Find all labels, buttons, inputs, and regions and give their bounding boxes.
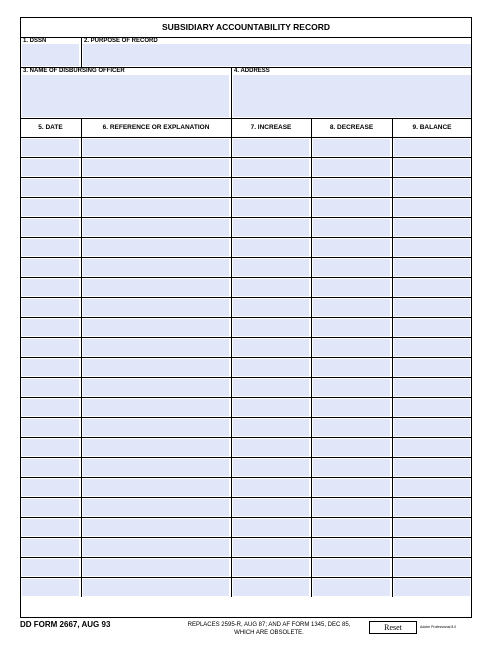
row-rule <box>20 377 472 378</box>
balance-cell[interactable] <box>394 319 470 336</box>
reference-cell[interactable] <box>83 159 229 176</box>
balance-cell[interactable] <box>394 219 470 236</box>
date-cell[interactable] <box>22 179 79 196</box>
balance-cell[interactable] <box>394 379 470 396</box>
rule-dssn-divider <box>81 37 82 67</box>
increase-cell[interactable] <box>233 319 309 336</box>
form-title: SUBSIDIARY ACCOUNTABILITY RECORD <box>162 22 330 32</box>
row-rule <box>20 137 472 138</box>
increase-cell[interactable] <box>233 259 309 276</box>
row-rule <box>20 557 472 558</box>
decrease-cell[interactable] <box>313 439 390 456</box>
increase-cell[interactable] <box>233 479 309 496</box>
decrease-cell[interactable] <box>313 499 390 516</box>
reset-button[interactable]: Reset <box>369 621 417 634</box>
decrease-cell[interactable] <box>313 239 390 256</box>
reference-cell[interactable] <box>83 239 229 256</box>
purpose-field[interactable] <box>83 44 471 66</box>
row-rule <box>20 237 472 238</box>
reference-cell[interactable] <box>83 519 229 536</box>
purpose-label: 2. PURPOSE OF RECORD <box>84 38 158 44</box>
decrease-cell[interactable] <box>313 539 390 556</box>
balance-cell[interactable] <box>394 199 470 216</box>
reference-cell[interactable] <box>83 539 229 556</box>
row-rule <box>20 477 472 478</box>
reference-cell[interactable] <box>83 199 229 216</box>
replaces-line-2: WHICH ARE OBSOLETE. <box>234 630 304 636</box>
date-cell[interactable] <box>22 459 79 476</box>
row-rule <box>20 217 472 218</box>
balance-cell[interactable] <box>394 179 470 196</box>
officer-name-field[interactable] <box>22 75 229 117</box>
date-cell[interactable] <box>22 299 79 316</box>
row-rule <box>20 177 472 178</box>
dssn-field[interactable] <box>22 44 79 66</box>
increase-cell[interactable] <box>233 379 309 396</box>
balance-cell[interactable] <box>394 259 470 276</box>
increase-cell[interactable] <box>233 559 309 576</box>
balance-cell[interactable] <box>394 559 470 576</box>
decrease-cell[interactable] <box>313 399 390 416</box>
column-rule <box>81 118 82 597</box>
column-rule <box>311 118 312 597</box>
increase-cell[interactable] <box>233 459 309 476</box>
reference-cell[interactable] <box>83 219 229 236</box>
decrease-cell[interactable] <box>313 459 390 476</box>
increase-cell[interactable] <box>233 499 309 516</box>
increase-cell[interactable] <box>233 439 309 456</box>
balance-cell[interactable] <box>394 339 470 356</box>
reference-cell[interactable] <box>83 379 229 396</box>
balance-cell[interactable] <box>394 239 470 256</box>
row-rule <box>20 577 472 578</box>
adobe-version-note: Adobe Professional 8.0 <box>420 625 457 629</box>
balance-cell[interactable] <box>394 419 470 436</box>
increase-cell[interactable] <box>233 199 309 216</box>
column-header-balance: 9. BALANCE <box>412 124 452 131</box>
date-cell[interactable] <box>22 499 79 516</box>
decrease-cell[interactable] <box>313 179 390 196</box>
row-rule <box>20 197 472 198</box>
reference-cell[interactable] <box>83 359 229 376</box>
row-rule <box>20 297 472 298</box>
decrease-cell[interactable] <box>313 259 390 276</box>
date-cell[interactable] <box>22 479 79 496</box>
date-cell[interactable] <box>22 319 79 336</box>
balance-cell[interactable] <box>394 499 470 516</box>
reference-cell[interactable] <box>83 559 229 576</box>
date-cell[interactable] <box>22 279 79 296</box>
increase-cell[interactable] <box>233 159 309 176</box>
balance-cell[interactable] <box>394 519 470 536</box>
reference-cell[interactable] <box>83 439 229 456</box>
increase-cell[interactable] <box>233 239 309 256</box>
reference-cell[interactable] <box>83 579 229 596</box>
balance-cell[interactable] <box>394 279 470 296</box>
decrease-cell[interactable] <box>313 519 390 536</box>
reference-cell[interactable] <box>83 139 229 156</box>
increase-cell[interactable] <box>233 299 309 316</box>
decrease-cell[interactable] <box>313 579 390 596</box>
decrease-cell[interactable] <box>313 139 390 156</box>
balance-cell[interactable] <box>394 399 470 416</box>
row-rule <box>20 317 472 318</box>
date-cell[interactable] <box>22 339 79 356</box>
balance-cell[interactable] <box>394 439 470 456</box>
balance-cell[interactable] <box>394 579 470 596</box>
date-cell[interactable] <box>22 379 79 396</box>
decrease-cell[interactable] <box>313 299 390 316</box>
increase-cell[interactable] <box>233 179 309 196</box>
row-rule <box>20 277 472 278</box>
date-cell[interactable] <box>22 359 79 376</box>
decrease-cell[interactable] <box>313 279 390 296</box>
increase-cell[interactable] <box>233 579 309 596</box>
officer-label: 3. NAME OF DISBURSING OFFICER <box>23 68 125 74</box>
row-rule <box>20 157 472 158</box>
increase-cell[interactable] <box>233 399 309 416</box>
reference-cell[interactable] <box>83 319 229 336</box>
reference-cell[interactable] <box>83 279 229 296</box>
reference-cell[interactable] <box>83 399 229 416</box>
column-header-reference: 6. REFERENCE OR EXPLANATION <box>102 124 210 131</box>
row-rule <box>20 517 472 518</box>
decrease-cell[interactable] <box>313 379 390 396</box>
row-rule <box>20 537 472 538</box>
date-cell[interactable] <box>22 539 79 556</box>
date-cell[interactable] <box>22 159 79 176</box>
form-id: DD FORM 2667, AUG 93 <box>20 620 111 629</box>
balance-cell[interactable] <box>394 159 470 176</box>
decrease-cell[interactable] <box>313 159 390 176</box>
balance-cell[interactable] <box>394 139 470 156</box>
row-rule <box>20 397 472 398</box>
increase-cell[interactable] <box>233 339 309 356</box>
balance-cell[interactable] <box>394 539 470 556</box>
reference-cell[interactable] <box>83 479 229 496</box>
date-cell[interactable] <box>22 219 79 236</box>
column-rule <box>392 118 393 597</box>
column-header-date: 5. DATE <box>38 124 63 131</box>
date-cell[interactable] <box>22 239 79 256</box>
date-cell[interactable] <box>22 259 79 276</box>
date-cell[interactable] <box>22 139 79 156</box>
date-cell[interactable] <box>22 519 79 536</box>
date-cell[interactable] <box>22 399 79 416</box>
increase-cell[interactable] <box>233 139 309 156</box>
reference-cell[interactable] <box>83 299 229 316</box>
increase-cell[interactable] <box>233 359 309 376</box>
reference-cell[interactable] <box>83 179 229 196</box>
balance-cell[interactable] <box>394 459 470 476</box>
increase-cell[interactable] <box>233 519 309 536</box>
increase-cell[interactable] <box>233 279 309 296</box>
increase-cell[interactable] <box>233 219 309 236</box>
balance-cell[interactable] <box>394 479 470 496</box>
row-rule <box>20 257 472 258</box>
reference-cell[interactable] <box>83 339 229 356</box>
decrease-cell[interactable] <box>313 419 390 436</box>
replaces-line-1: REPLACES 2595-R, AUG 87; AND AF FORM 1345, DEC 85, <box>187 622 351 628</box>
date-cell[interactable] <box>22 559 79 576</box>
balance-cell[interactable] <box>394 359 470 376</box>
row-rule <box>20 417 472 418</box>
reference-cell[interactable] <box>83 259 229 276</box>
decrease-cell[interactable] <box>313 219 390 236</box>
balance-cell[interactable] <box>394 299 470 316</box>
column-header-increase: 7. INCREASE <box>250 124 292 131</box>
row-rule <box>20 497 472 498</box>
date-cell[interactable] <box>22 579 79 596</box>
row-rule <box>20 437 472 438</box>
replaces-note <box>170 621 368 637</box>
address-label: 4. ADDRESS <box>234 68 270 74</box>
date-cell[interactable] <box>22 419 79 436</box>
reference-cell[interactable] <box>83 459 229 476</box>
increase-cell[interactable] <box>233 419 309 436</box>
decrease-cell[interactable] <box>313 339 390 356</box>
reference-cell[interactable] <box>83 419 229 436</box>
decrease-cell[interactable] <box>313 559 390 576</box>
decrease-cell[interactable] <box>313 319 390 336</box>
decrease-cell[interactable] <box>313 359 390 376</box>
row-rule <box>20 337 472 338</box>
column-header-decrease: 8. DECREASE <box>329 124 374 131</box>
reference-cell[interactable] <box>83 499 229 516</box>
rule-officer-divider <box>231 67 232 118</box>
address-field[interactable] <box>233 75 471 117</box>
column-rule <box>231 118 232 597</box>
date-cell[interactable] <box>22 439 79 456</box>
decrease-cell[interactable] <box>313 199 390 216</box>
row-rule <box>20 357 472 358</box>
dssn-label: 1. DSSN <box>23 38 47 44</box>
row-rule <box>20 457 472 458</box>
increase-cell[interactable] <box>233 539 309 556</box>
decrease-cell[interactable] <box>313 479 390 496</box>
date-cell[interactable] <box>22 199 79 216</box>
